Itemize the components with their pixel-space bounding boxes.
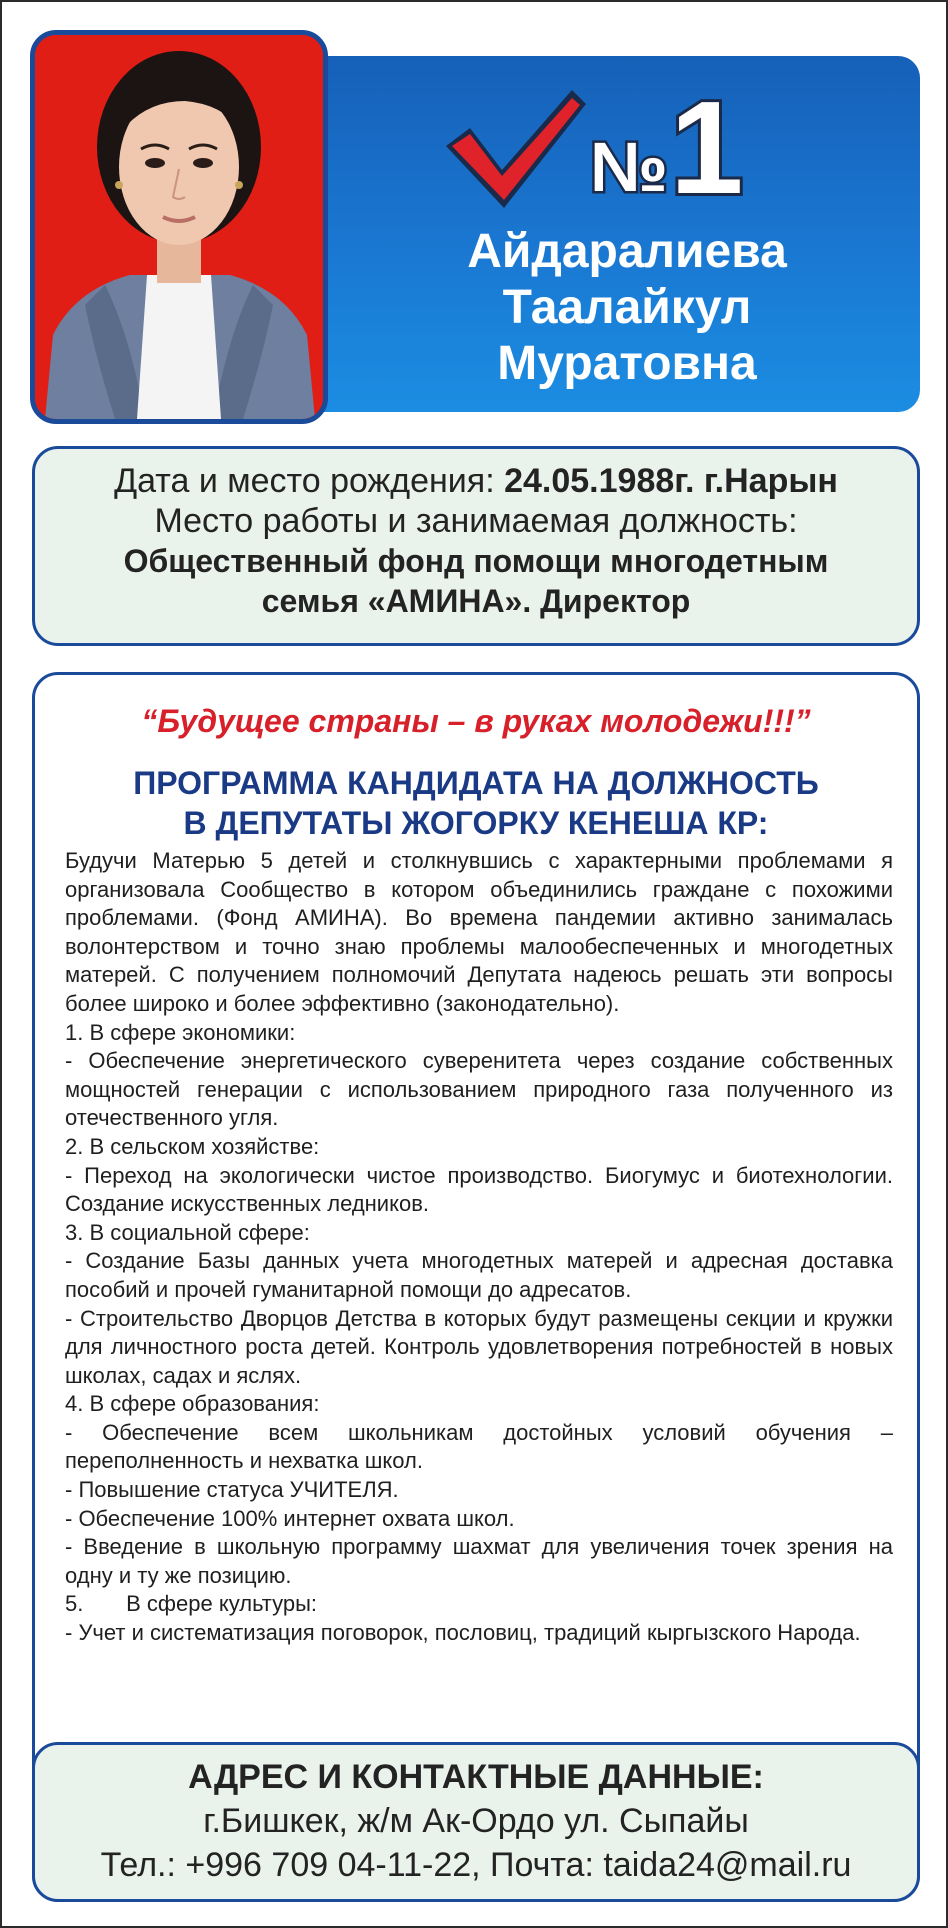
candidate-portrait-icon	[35, 35, 323, 419]
program-item: - Учет и систематизация поговорок, пословиц, традиций кыргызского Народа.	[65, 1620, 861, 1646]
program-item: - Обеспечение энергетического суверенитета через создание собственных мощностей генерации с использованием природного газа полученного из отечественного угля.	[65, 1048, 893, 1131]
program-item: - Строительство Дворцов Детства в которых будут размещены секции и кружки для личностного роста детей. Контроль удовлетворения потребностей в новых школах, садах и яслях.	[65, 1305, 893, 1388]
birth-line	[35, 461, 917, 501]
section-heading-culture: 5. В сфере культуры:	[65, 1591, 318, 1617]
surname: Айдаралиева	[467, 225, 787, 278]
program-item: - Обеспечение всем школьникам достойных условий обучения – переполненность и нехватка школ.	[65, 1419, 893, 1474]
work-label: Место работы и занимаемая должность:	[154, 502, 798, 540]
number-digit: 1	[670, 74, 744, 221]
program-intro: Будучи Матерью 5 детей и столкнувшись с характерными проблемами я организовала Сообщество в котором объединились граждане с похожими проблемами. (Фонд АМИНА). Во времена пандемии активно занималась волонтерством и точно знаю проблемы малообеспеченных и многодетных матерей. С получением полномочий Депутата надеюсь решать эти вопросы более широко и более эффективно (законодательно).	[65, 848, 893, 1016]
work-value-line-1: Общественный фонд помощи многодетным	[123, 543, 829, 579]
patronymic: Муратовна	[497, 337, 757, 390]
birth-label: Дата и место рождения:	[114, 462, 505, 500]
program-item: - Введение в школьную программу шахмат для увеличения точек зрения на одну и ту же позицию.	[65, 1534, 893, 1588]
program-item: - Создание Базы данных учета многодетных матерей и адресная доставка пособий и прочей гуманитарной помощи до адресатов.	[65, 1248, 893, 1302]
program-body	[65, 847, 893, 1648]
candidate-number	[590, 74, 744, 221]
red-check-mark-icon	[440, 84, 590, 214]
section-heading-education: 4. В сфере образования:	[65, 1391, 320, 1417]
program-item: - Повышение статуса УЧИТЕЛЯ.	[65, 1477, 399, 1503]
section-heading-economy: 1. В сфере экономики:	[65, 1019, 296, 1045]
contacts-address: г.Бишкек, ж/м Ак-Ордо ул. Сыпайы	[203, 1802, 749, 1840]
candidate-photo	[30, 30, 328, 424]
program-item: - Обеспечение 100% интернет охвата школ.	[65, 1505, 515, 1531]
program-title-line-2: В ДЕПУТАТЫ ЖОГОРКУ КЕНЕША КР:	[183, 805, 769, 841]
contacts-box	[32, 1742, 920, 1902]
program-box	[32, 672, 920, 1902]
candidate-name	[412, 224, 842, 392]
work-value-line-2: семья «АМИНА». Директор	[261, 583, 691, 619]
slogan: “Будущее страны – в руках молодежи!!!”	[141, 703, 811, 739]
section-heading-agriculture: 2. В сельском хозяйстве:	[65, 1133, 320, 1159]
program-item: - Переход на экологически чистое производство. Биогумус и биотехнологии. Создание искусственных ледников.	[65, 1162, 893, 1217]
number-sign: №	[590, 128, 669, 206]
program-title	[35, 763, 917, 843]
contacts-phone-email: Тел.: +996 709 04-11-22, Почта: taida24@mail.ru	[100, 1846, 852, 1884]
biography-box	[32, 446, 920, 646]
program-title-line-1: ПРОГРАММА КАНДИДАТА НА ДОЛЖНОСТЬ	[133, 765, 819, 801]
contacts-title: АДРЕС И КОНТАКТНЫЕ ДАННЫЕ:	[188, 1758, 764, 1796]
birth-value: 24.05.1988г. г.Нарын	[504, 462, 838, 500]
section-heading-social: 3. В социальной сфере:	[65, 1219, 310, 1245]
first-name: Таалайкул	[502, 281, 752, 334]
